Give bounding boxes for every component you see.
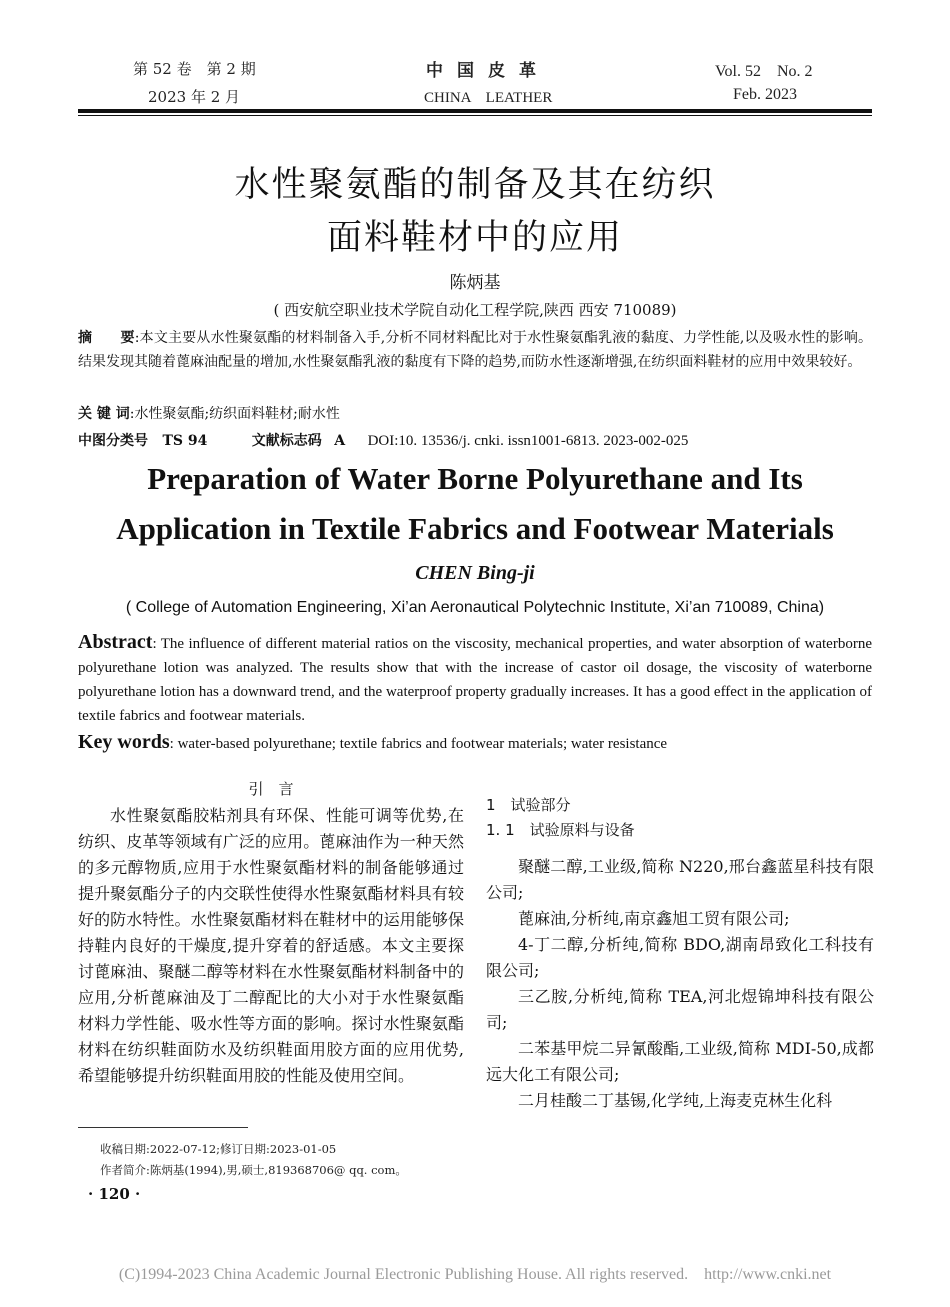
header-rule-thick bbox=[78, 109, 872, 113]
keywords-en bbox=[78, 731, 872, 754]
clc-label: 中图分类号 bbox=[78, 433, 148, 449]
material-item: 二苯基甲烷二异氰酸酯,工业级,简称 MDI-50,成都远大化工有限公司; bbox=[486, 1039, 874, 1084]
footnote-rule bbox=[78, 1127, 248, 1128]
title-en-line1: Preparation of Water Borne Polyurethane and Its bbox=[147, 461, 803, 496]
footnote-author-info: 作者简介:陈炳基(1994),男,硕士,819368706@ qq. com。 bbox=[100, 1163, 407, 1177]
abstract-en-text: : The influence of different material ratios on the viscosity, mechanical properties, and water absorption of waterborne polyurethane lotion was analyzed. The results show that with the increase of castor oil dosage, the viscosity of waterborne polyurethane lotion has a downward trend, and the waterproof property gradually increases. It has a good effect in the application of textile fabrics and footwear materials. bbox=[78, 636, 872, 724]
affiliation-en: ( College of Automation Engineering, Xi’an Aeronautical Polytechnic Institute, Xi’an 710089, China) bbox=[125, 599, 825, 616]
footnote-dates: 收稿日期:2022-07-12;修订日期:2023-01-05 bbox=[100, 1142, 337, 1156]
abstract-cn bbox=[78, 326, 872, 374]
abstract-cn-text: :本文主要从水性聚氨酯的材料制备入手,分析不同材料配比对于水性聚氨酯乳液的黏度、力学性能,以及吸水性的影响。结果发现其随着蓖麻油配量的增加,水性聚氨酯乳液的黏度有下降的趋势,而防水性逐渐增强,在纺织面料鞋材的应用中效果较好。 bbox=[78, 330, 872, 370]
abstract-cn-label: 摘 要 bbox=[78, 330, 135, 346]
keywords-cn bbox=[78, 403, 872, 423]
header-volume-en: Vol. 52 No. 2 bbox=[715, 63, 813, 80]
doi: DOI:10. 13536/j. cnki. issn1001-6813. 2023-002-025 bbox=[367, 433, 689, 449]
doc-code-label: 文献标志码 bbox=[251, 433, 322, 449]
material-item: 二月桂酸二丁基锡,化学纯,上海麦克林生化科 bbox=[518, 1091, 833, 1110]
section1-column bbox=[486, 794, 874, 1114]
copyright-watermark: (C)1994-2023 China Academic Journal Electronic Publishing House. All rights reserved. http://www.cnki.net bbox=[118, 1266, 832, 1283]
header-date-cn: 2023 年 2 月 bbox=[148, 88, 241, 106]
section1-subheading: 1. 1 试验原料与设备 bbox=[486, 821, 635, 839]
keywords-cn-text: :水性聚氨酯;纺织面料鞋材;耐水性 bbox=[129, 406, 340, 422]
clc-value: TS 94 bbox=[162, 433, 208, 449]
header-journal-cn: 中国皮革 bbox=[426, 61, 550, 81]
title-cn-line1: 水性聚氨酯的制备及其在纺织 bbox=[234, 165, 716, 205]
keywords-cn-label: 关 键 词 bbox=[78, 406, 130, 422]
material-item: 聚醚二醇,工业级,简称 N220,邢台鑫蓝星科技有限公司; bbox=[486, 857, 874, 902]
abstract-en-label: Abstract bbox=[78, 631, 153, 653]
intro-column bbox=[78, 778, 464, 1089]
material-item: 4-丁二醇,分析纯,简称 BDO,湖南昂致化工科技有限公司; bbox=[486, 935, 874, 980]
material-item: 蓖麻油,分析纯,南京鑫旭工贸有限公司; bbox=[518, 909, 790, 928]
header-volume-cn: 第 52 卷 第 2 期 bbox=[133, 60, 256, 78]
intro-paragraph: 水性聚氨酯胶粘剂具有环保、性能可调等优势,在纺织、皮革等领域有广泛的应用。蓖麻油作为一种天然的多元醇物质,应用于水性聚氨酯材料的制备能够通过提升聚氨酯分子的内交联性使得水性聚氨酯材料具有较好的防水特性。水性聚氨酯材料在鞋材中的运用能够保持鞋内良好的干燥度,提升穿着的舒适感。本文主要探讨蓖麻油、聚醚二醇等材料在水性聚氨酯材料制备中的应用,分析蓖麻油及丁二醇配比的大小对于水性聚氨酯材料力学性能、吸水性等方面的影响。探讨水性聚氨酯材料在纺织鞋面防水及纺织鞋面用胶方面的应用优势,希望能够提升纺织鞋面用胶的性能及使用空间。 bbox=[78, 806, 464, 1085]
header-date-en: Feb. 2023 bbox=[733, 86, 797, 103]
material-item: 三乙胺,分析纯,简称 TEA,河北煜锦坤科技有限公司; bbox=[486, 987, 874, 1032]
author-cn: 陈炳基 bbox=[449, 273, 501, 293]
keywords-en-label: Key words bbox=[78, 731, 170, 753]
section1-heading: 1 试验部分 bbox=[486, 796, 571, 814]
abstract-en bbox=[78, 630, 872, 728]
author-en: CHEN Bing-ji bbox=[415, 562, 535, 584]
affiliation-cn: ( 西安航空职业技术学院自动化工程学院,陕西 西安 710089) bbox=[273, 301, 677, 319]
page-number: · 120 · bbox=[88, 1185, 141, 1203]
header-rule-thin bbox=[78, 115, 872, 116]
title-en-line2: Application in Textile Fabrics and Footwear Materials bbox=[116, 511, 834, 546]
classification-line bbox=[78, 430, 872, 450]
intro-heading: 引 言 bbox=[248, 780, 294, 798]
keywords-en-text: : water-based polyurethane; textile fabrics and footwear materials; water resistance bbox=[169, 736, 668, 752]
header-journal-en: CHINA LEATHER bbox=[424, 90, 553, 106]
title-cn-line2: 面料鞋材中的应用 bbox=[326, 218, 623, 258]
doc-code-value: A bbox=[334, 433, 346, 449]
